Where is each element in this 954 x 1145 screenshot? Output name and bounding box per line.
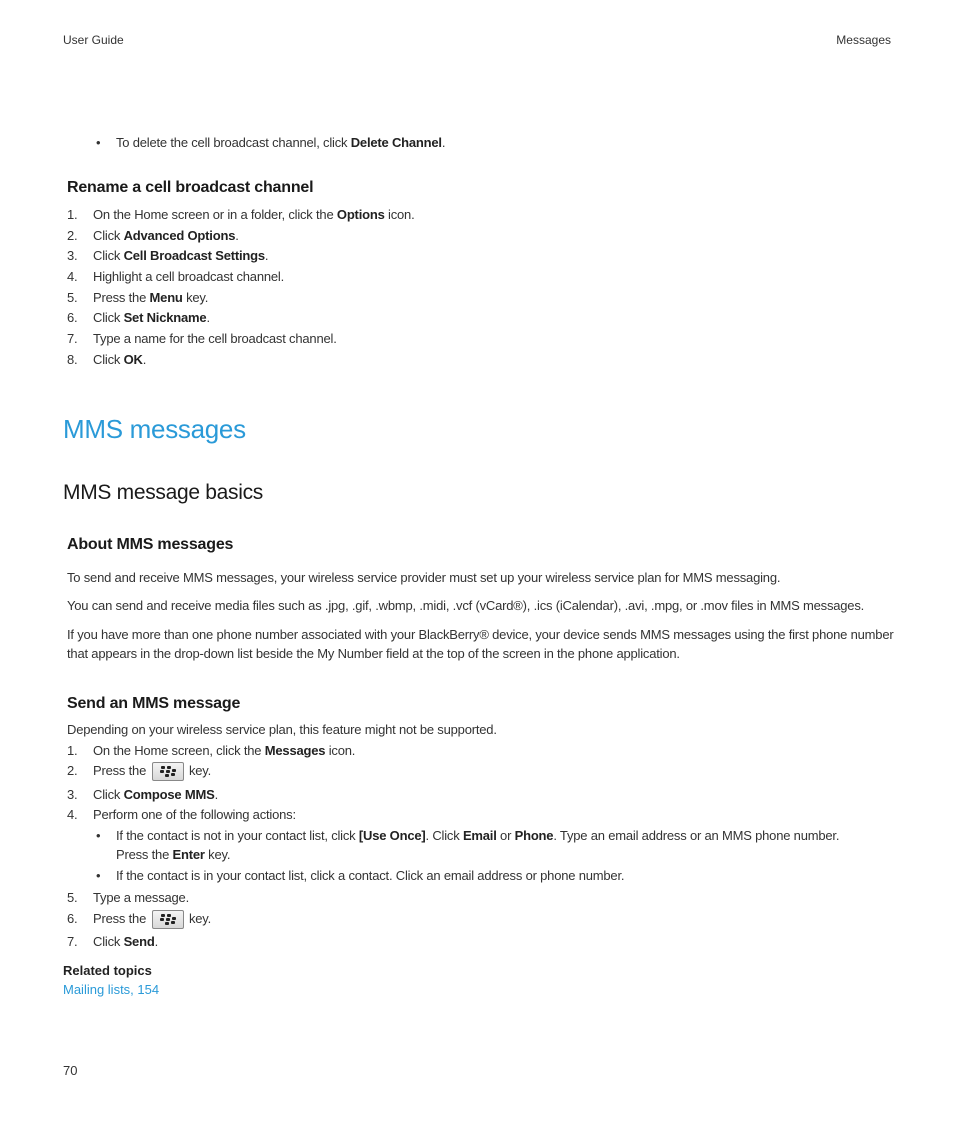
step-number: 2. — [67, 228, 78, 243]
rename-step-4: Highlight a cell broadcast channel. — [93, 269, 285, 284]
about-mms-heading: About MMS messages — [67, 536, 234, 553]
step-number: 2. — [67, 763, 78, 778]
header-right: Messages — [836, 33, 891, 47]
send-step-6: Press the key. — [93, 910, 211, 929]
send-step-2: Press the key. — [93, 762, 211, 781]
send-bullet-1-line-1: If the contact is not in your contact list, click [Use Once]. Click Email or Phone. Type an email address or an MMS phone number. — [116, 828, 840, 843]
mailing-lists-link[interactable]: Mailing lists, 154 — [63, 982, 160, 997]
bullet-marker: • — [96, 135, 101, 150]
send-mms-heading: Send an MMS message — [67, 695, 241, 712]
blackberry-menu-key-icon — [152, 910, 184, 929]
step-number: 4. — [67, 269, 78, 284]
send-step-4: Perform one of the following actions: — [93, 807, 296, 822]
step-number: 4. — [67, 807, 78, 822]
send-step-7: Click Send. — [93, 934, 158, 949]
about-paragraph-3: If you have more than one phone number associated with your BlackBerry® device, your device sends MMS messages using the first phone number that appears in the drop-down list beside the My Number field at the top of the screen in the phone application. — [67, 627, 894, 661]
rename-step-6: Click Set Nickname. — [93, 310, 210, 325]
step-number: 8. — [67, 352, 78, 367]
bullet-marker: • — [96, 828, 101, 843]
related-topics-title: Related topics — [63, 963, 152, 978]
step-number: 1. — [67, 207, 78, 222]
step-number: 3. — [67, 248, 78, 263]
header-left: User Guide — [63, 33, 124, 47]
step-number: 6. — [67, 911, 78, 926]
bullet-marker: • — [96, 868, 101, 883]
blackberry-menu-key-icon — [152, 762, 184, 781]
send-step-3: Click Compose MMS. — [93, 787, 218, 802]
step-number: 6. — [67, 310, 78, 325]
step-number: 7. — [67, 331, 78, 346]
page-number: 70 — [63, 1063, 78, 1078]
send-step-1: On the Home screen, click the Messages icon. — [93, 743, 356, 758]
send-bullet-1-line-2: Press the Enter key. — [116, 847, 231, 862]
send-bullet-2: If the contact is in your contact list, click a contact. Click an email address or phone number. — [116, 868, 625, 883]
delete-channel-label: Delete Channel — [350, 135, 442, 150]
section-title: MMS messages — [63, 414, 246, 444]
send-step-5: Type a message. — [93, 890, 189, 905]
step-number: 1. — [67, 743, 78, 758]
rename-step-7: Type a name for the cell broadcast channel. — [93, 331, 337, 346]
step-number: 3. — [67, 787, 78, 802]
rename-step-3: Click Cell Broadcast Settings. — [93, 248, 269, 263]
send-note: Depending on your wireless service plan, this feature might not be supported. — [67, 722, 497, 737]
rename-heading: Rename a cell broadcast channel — [67, 179, 314, 196]
step-number: 5. — [67, 290, 78, 305]
step-number: 7. — [67, 934, 78, 949]
rename-step-5: Press the Menu key. — [93, 290, 209, 305]
rename-step-8: Click OK. — [93, 352, 147, 367]
delete-channel-bullet: To delete the cell broadcast channel, click Delete Channel. — [116, 135, 446, 150]
subsection-title: MMS message basics — [63, 481, 263, 504]
rename-step-2: Click Advanced Options. — [93, 228, 239, 243]
rename-step-1: On the Home screen or in a folder, click the Options icon. — [93, 207, 415, 222]
about-paragraph-2: You can send and receive media files such as .jpg, .gif, .wbmp, .midi, .vcf (vCard®), .ics (iCalendar), .avi, .mpg, or .mov files in MMS messages. — [67, 598, 865, 613]
step-number: 5. — [67, 890, 78, 905]
about-paragraph-1: To send and receive MMS messages, your wireless service provider must set up your wireless service plan for MMS messaging. — [67, 570, 781, 585]
